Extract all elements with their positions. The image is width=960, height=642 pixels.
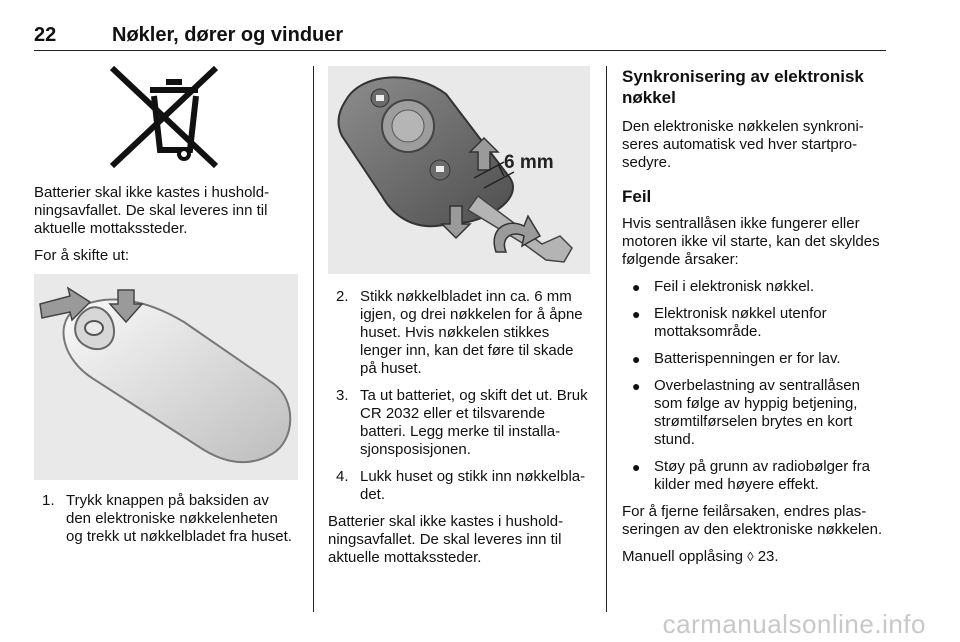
column-middle: [328, 66, 590, 576]
steps-list: [328, 288, 590, 504]
steps-list: [34, 492, 298, 546]
reference-page: 23.: [757, 548, 779, 565]
paragraph: For å fjerne feilårsaken, endres plasseringen av den elektroniske nøkkelen.: [622, 503, 883, 538]
bullet-icon: ●: [632, 378, 641, 394]
bullet-icon: ●: [632, 351, 641, 367]
bullet-text: Støy på grunn av radiobølger fra kilder med høyere effekt.: [654, 458, 870, 493]
list-item: [622, 458, 886, 494]
paragraph: Batterier skal ikke kastes i husholdningsavfallet. De skal leveres inn til aktuelle mottakssteder.: [34, 184, 270, 237]
paragraph: Den elektroniske nøkkelen synkroniseres automatisk ved hver startprosedyre.: [622, 118, 864, 171]
list-item: [622, 377, 886, 449]
list-item: [622, 305, 886, 341]
reference-arrow-icon: ◊: [747, 549, 754, 564]
list-item: [34, 492, 298, 546]
paragraph: For å skifte ut:: [34, 247, 130, 264]
step-text: Stikk nøkkelbladet inn ca. 6 mm igjen, og drei nøkkelen for å åpne huset. Hvis nøkkelen stikkes lenger inn, kan det føre til skade på huset.: [360, 288, 583, 377]
bullet-text: Elektronisk nøkkel utenfor mottaksområde.: [654, 305, 827, 340]
dimension-label: 6 mm: [504, 152, 554, 173]
step-number: 2.: [336, 288, 349, 305]
column-divider: [606, 66, 607, 612]
page-title: Nøkler, dører og vinduer: [112, 24, 344, 46]
watermark: carmanualsonline.info: [662, 609, 926, 639]
step-text: Lukk huset og stikk inn nøkkelbladet.: [360, 468, 586, 503]
list-item: [328, 288, 590, 378]
step-number: 3.: [336, 387, 349, 404]
column-divider: [313, 66, 314, 612]
bullet-icon: ●: [632, 459, 641, 475]
subsection-heading: Feil: [622, 187, 652, 206]
column-right: [622, 66, 886, 575]
list-item: [328, 387, 590, 459]
column-left: [34, 66, 298, 555]
bullet-icon: ●: [632, 279, 641, 295]
paragraph: Hvis sentrallåsen ikke fungerer eller motoren ikke vil starte, kan det skyldes følgende årsaker:: [622, 215, 880, 268]
page-number: 22: [34, 24, 57, 46]
page-header: [34, 24, 886, 51]
list-item: [328, 468, 590, 504]
key-fob-open-illustration: [328, 66, 590, 274]
paragraph: Batterier skal ikke kastes i husholdningsavfallet. De skal leveres inn til aktuelle mottakssteder.: [328, 513, 564, 566]
key-fob-back-illustration: [34, 274, 298, 480]
step-text: Trykk knappen på baksiden av den elektroniske nøkkelenheten og trekk ut nøkkelbladet fra huset.: [66, 492, 292, 545]
cross-reference[interactable]: [622, 548, 886, 566]
list-item: [622, 350, 886, 368]
bullet-text: Batterispenningen er for lav.: [654, 350, 841, 367]
crossed-bin-icon: [34, 66, 298, 170]
section-heading: Synkronisering av elektronisk nøkkel: [622, 67, 864, 107]
step-text: Ta ut batteriet, og skift det ut. Bruk CR 2032 eller et tilsvarende batteri. Legg merke til installasjonsposisjonen.: [360, 387, 588, 458]
reference-text: Manuell opplåsing: [622, 548, 743, 565]
bullet-text: Feil i elektronisk nøkkel.: [654, 278, 815, 295]
bullet-text: Overbelastning av sentrallåsen som følge av hyppig betjening, strømtilførselen brytes en kort stund.: [654, 377, 860, 448]
bullet-list: [622, 278, 886, 494]
step-number: 4.: [336, 468, 349, 485]
step-number: 1.: [42, 492, 55, 509]
bullet-icon: ●: [632, 306, 641, 322]
list-item: [622, 278, 886, 296]
